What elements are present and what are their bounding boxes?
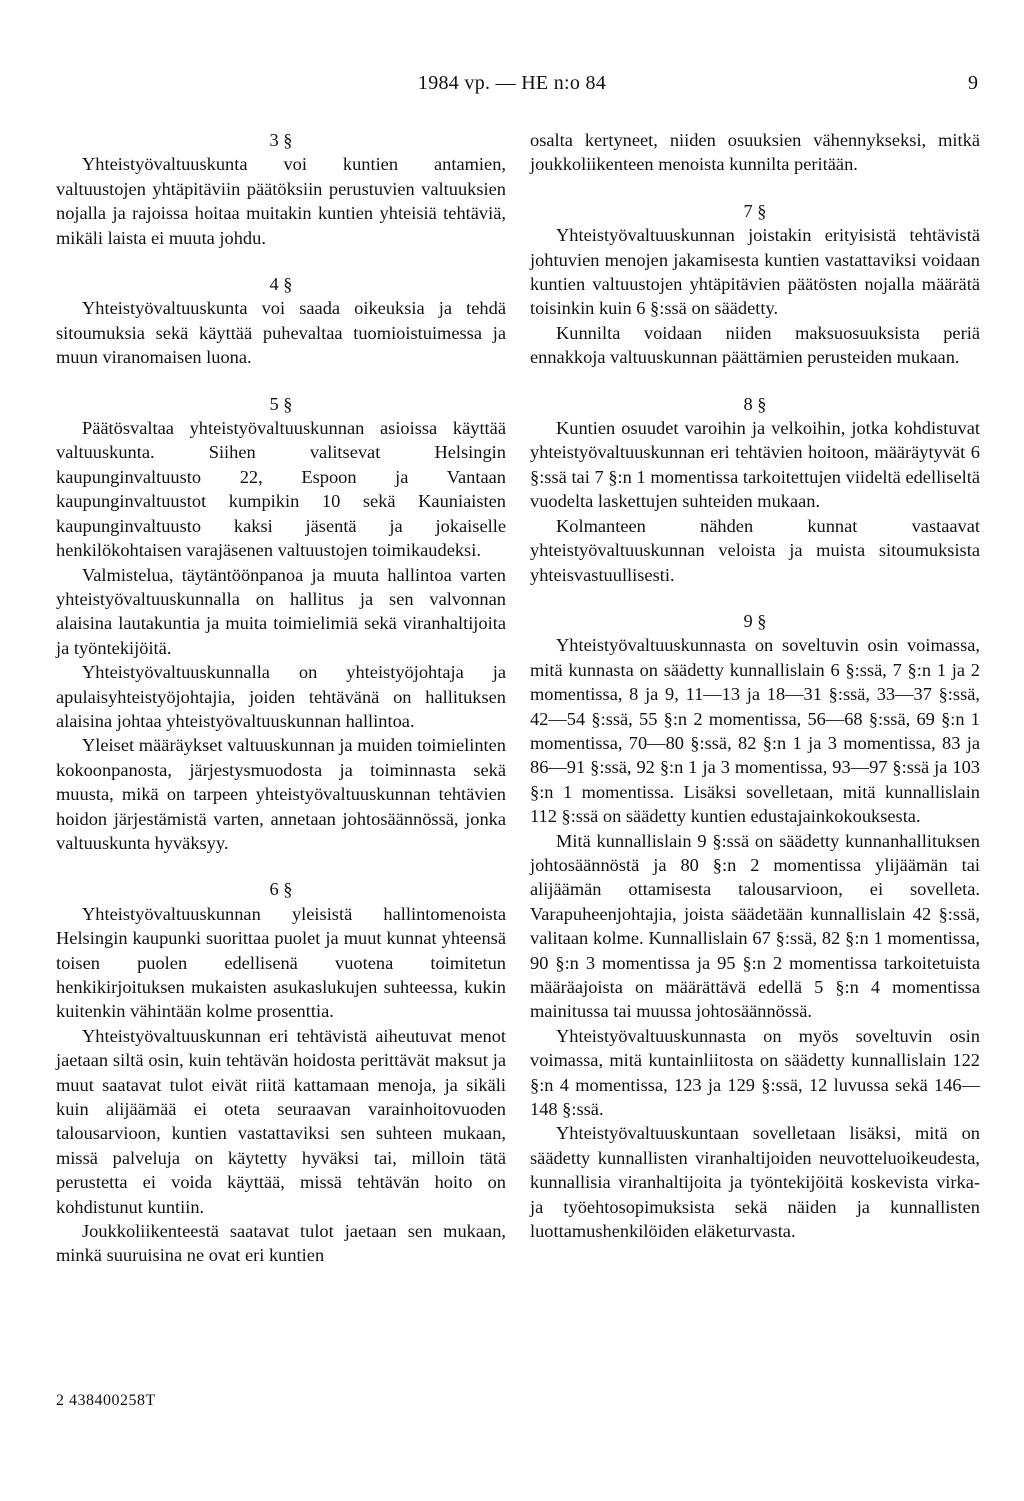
right-column: [530, 128, 980, 1243]
left-column: [56, 128, 506, 1268]
section-4-paragraph: Yhteistyövaltuuskunta voi saada oikeuksia ja tehdä sitoumuksia sekä käyttää puhevaltaa tuomioistuimessa ja muun viranomaisen luona.: [56, 298, 506, 368]
section-4-heading: 4 §: [269, 274, 293, 295]
section-5-paragraph-3: Yhteistyövaltuuskunnalla on yhteistyöjohtaja ja apulaisyhteistyöjohtajia, joiden tehtävänä on hallituksen alaisina johtaa yhteistyövaltuuskunnan hallintoa.: [56, 662, 506, 731]
section-9-paragraph-3: Yhteistyövaltuuskunnasta on myös soveltuvin osin voimassa, mitä kuntainliitosta on säädetty kunnallislain 122 §:n 4 momentissa, 123 ja 129 §:ssä, 12 luvussa sekä 146—148 §:ssä.: [530, 1025, 980, 1120]
section-7-paragraph-1: Yhteistyövaltuuskunnan joistakin erityisistä tehtävistä johtuvien menojen jakamisesta kuntien vastattaviksi voidaan kuntien valtuustojen yhtäpitävien päätösten nojalla määrätä toisinkin kuin 6 §:ssä on säädetty.: [530, 225, 980, 319]
print-code: 2 438400258T: [56, 1392, 156, 1409]
section-6-paragraph-2: Yhteistyövaltuuskunnan eri tehtävistä aiheutuvat menot jaetaan siltä osin, kuin tehtävän hoidosta perittävät maksut ja muut saatavat tulot eivät riitä kattamaan menoja, ja sikäli kuin alijäämää ei oteta seuraavan varainhoitovuoden talousarvioon, kuntien vastattaviksi sen suhteen mukaan, missä palveluja on käytetty hyväksi tai, milloin tätä perustetta ei voida käyttää, missä tehtävän hoito on kohdistunut kuntiin.: [56, 1025, 506, 1217]
section-9-paragraph-4: Yhteistyövaltuuskuntaan sovelletaan lisäksi, mitä on säädetty kunnallisten viranhaltijoiden neuvotteluoikeudesta, kunnallisia viranhaltijoita ja työntekijöitä koskevista virka- ja työehtosopimuksista sekä näiden ja kunnallisten luottamushenkilöiden eläketurvasta.: [530, 1123, 980, 1242]
section-5-paragraph-1: Päätösvaltaa yhteistyövaltuuskunnan asioissa käyttää valtuuskunta. Siihen valitsevat Helsingin kaupunginvaltuusto 22, Espoon ja Vantaan kaupunginvaltuustot kumpikin 10 sekä Kauniaisten kaupunginvaltuusto kaksi jäsentä ja jokaiselle henkilökohtaisen varajäsenen valtuustojen toimikaudeksi.: [56, 418, 506, 561]
section-8-heading: 8 §: [743, 393, 767, 414]
section-6-paragraph-3: Joukkoliikenteestä saatavat tulot jaetaan sen mukaan, minkä suuruisina ne ovat eri kuntien: [56, 1221, 506, 1266]
page-number: 9: [968, 72, 978, 94]
section-3-heading: 3 §: [269, 130, 293, 150]
section-6-paragraph-1: Yhteistyövaltuuskunnan yleisistä hallintomenoista Helsingin kaupunki suorittaa puolet ja muut kunnat yhteensä toisen puolen edellisenä vuotena toimitetun henkikirjoituksen mukaisten asukaslukujen suhteessa, kukin kuitenkin vähintään kolme prosenttia.: [56, 903, 506, 1022]
section-8-paragraph-2: Kolmanteen nähden kunnat vastaavat yhteistyövaltuuskunnan veloista ja muista sitoumuksista yhteisvastuullisesti.: [530, 515, 980, 585]
section-7-heading: 7 §: [743, 200, 767, 221]
section-5-paragraph-4: Yleiset määräykset valtuuskunnan ja muiden toimielinten kokoonpanosta, järjestysmuodosta ja toiminnasta sekä muusta, mikä on tarpeen yhteistyövaltuuskunnan tehtävien hoidon järjestämistä varten, annetaan johtosäännössä, jonka valtuuskunta hyväksyy.: [56, 735, 506, 853]
running-header: 1984 vp. — HE n:o 84: [417, 72, 607, 94]
section-6-heading: 6 §: [269, 879, 293, 900]
section-5-heading: 5 §: [269, 393, 293, 414]
continuation-paragraph: osalta kertyneet, niiden osuuksien vähennykseksi, mitkä joukkoliikenteen menoista kunnilta peritään.: [530, 130, 980, 175]
section-5-paragraph-2: Valmistelua, täytäntöönpanoa ja muuta hallintoa varten yhteistyövaltuuskunnalla on hallitus ja sen valvonnan alaisina lautakuntia ja muita toimielimiä sekä viranhaltijoita ja työntekijöitä.: [56, 564, 506, 658]
section-3-paragraph: Yhteistyövaltuuskunta voi kuntien antamien, valtuustojen yhtäpitäviin päätöksiin perustuvien valtuuksien nojalla ja rajoissa hoitaa muitakin kuntien yhteisiä tehtäviä, mikäli laista ei muuta johdu.: [56, 154, 506, 248]
section-9-paragraph-2: Mitä kunnallislain 9 §:ssä on säädetty kunnanhallituksen johtosäännöstä ja 80 §:n 2 momentissa ylijäämän tai alijäämän ottamisesta talousarvioon, ei sovelleta. Varapuheenjohtajia, joista säädetään kunnallislain 42 §:ssä, valitaan kolme. Kunnallislain 67 §:ssä, 82 §:n 1 momentissa, 90 §:n 3 momentissa ja 95 §:n 2 momentissa tarkoitetuista määräajoista on määrättävä edellä 5 §:n 4 momentissa mainitussa tai muussa johtosäännössä.: [530, 830, 980, 1022]
section-9-paragraph-1: Yhteistyövaltuuskunnasta on soveltuvin osin voimassa, mitä kunnasta on säädetty kunnallislain 6 §:ssä, 7 §:n 1 ja 2 momentissa, 8 ja 9, 11—13 ja 18—31 §:ssä, 33—37 §:ssä, 42—54 §:ssä, 55 §:n 2 momentissa, 56—68 §:ssä, 69 §:n 1 momentissa, 70—80 §:ssä, 82 §:n 1 ja 3 momentissa, 83 ja 86—91 §:ssä, 92 §:n 1 ja 3 momentissa, 93—97 §:ssä ja 103 §:n 1 momentissa. Lisäksi sovelletaan, mitä kunnallislain 112 §:ssä on säädetty kuntien edustajainkokouksesta.: [530, 635, 980, 827]
section-8-paragraph-1: Kuntien osuudet varoihin ja velkoihin, jotka kohdistuvat yhteistyövaltuuskunnan eri tehtävien hoitoon, määräytyvät 6 §:ssä tai 7 §:n 1 momentissa tarkoitettujen viideltä edelliseltä vuodelta laskettujen suhteiden mukaan.: [530, 418, 980, 512]
section-7-paragraph-2: Kunnilta voidaan niiden maksuosuuksista periä ennakkoja valtuuskunnan päättämien perusteiden mukaan.: [530, 322, 980, 368]
section-9-heading: 9 §: [743, 610, 767, 631]
